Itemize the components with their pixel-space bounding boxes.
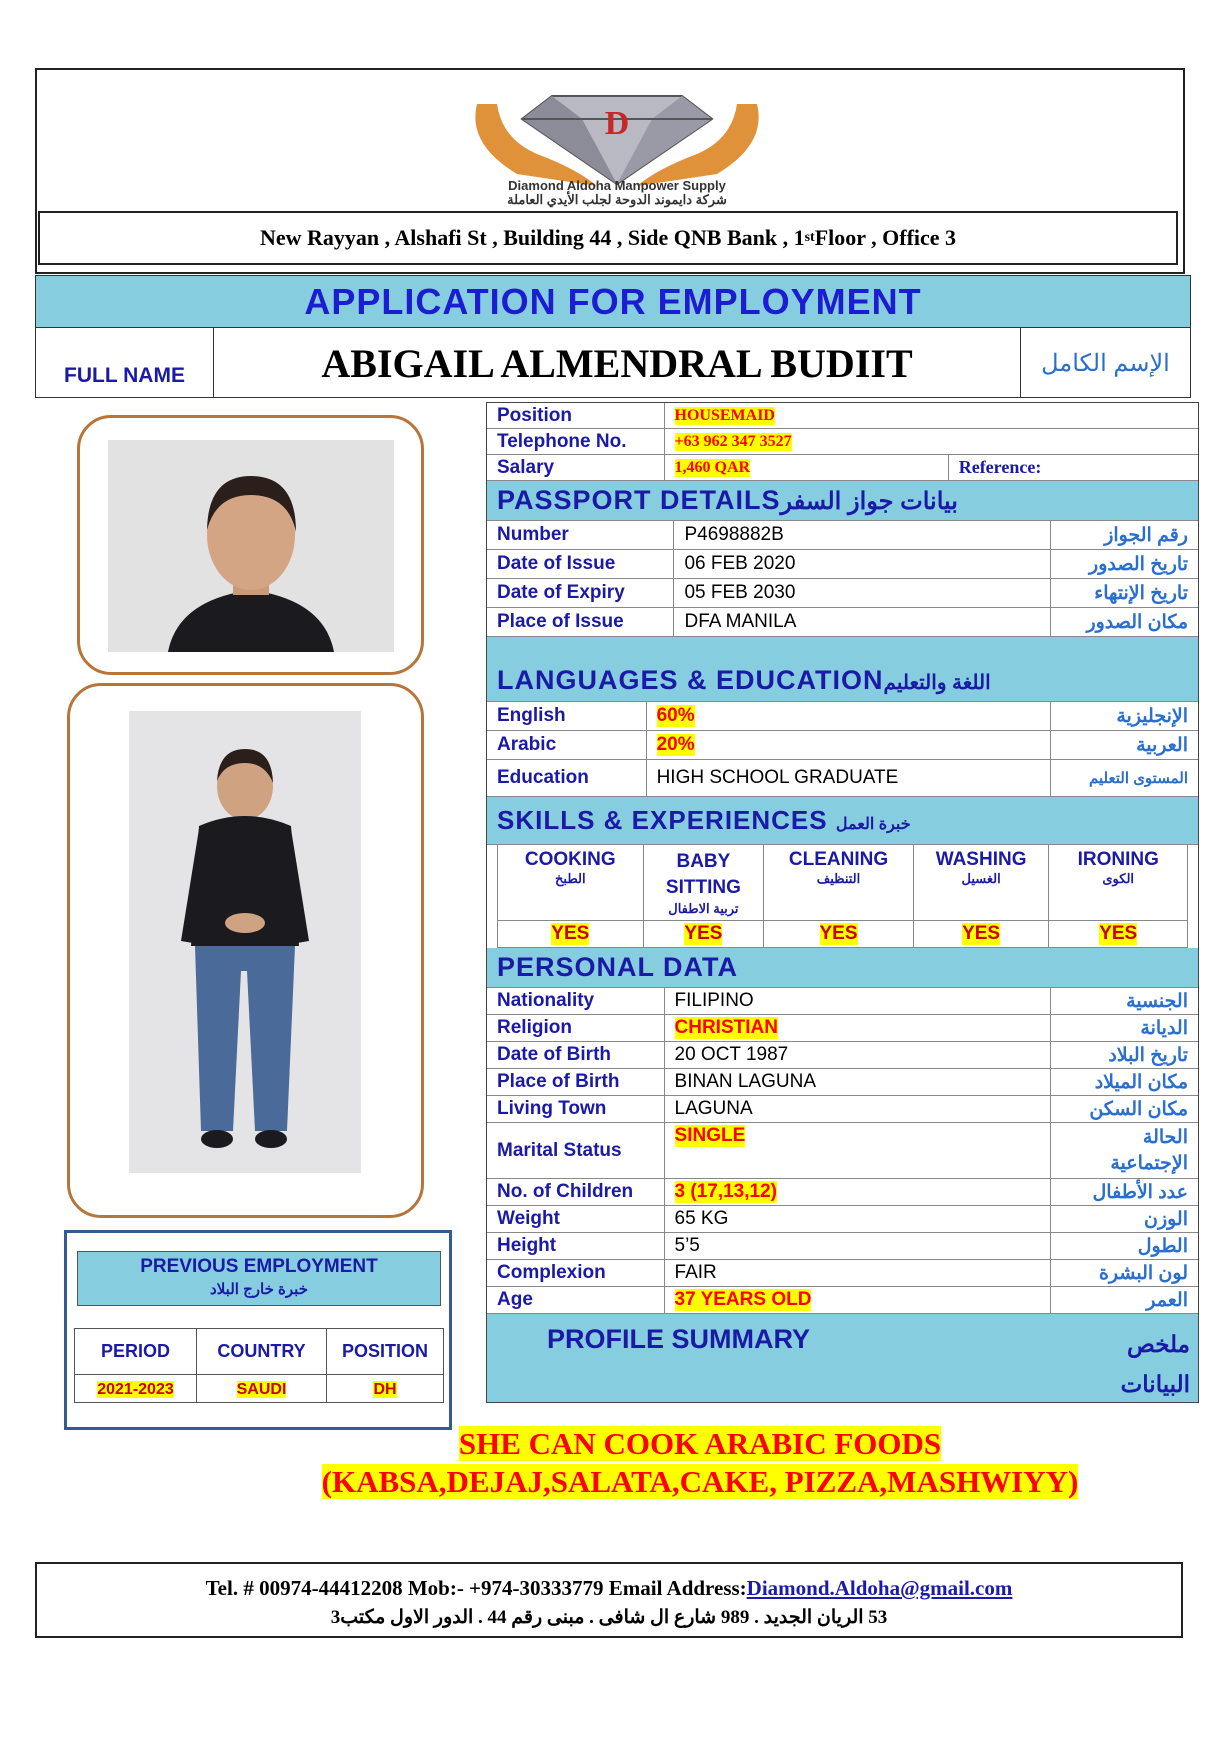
personal-label-arabic: مكان الميلاد — [1094, 1071, 1188, 1093]
table-cell-period — [75, 1375, 197, 1403]
personal-label-arabic: العمر — [1146, 1289, 1188, 1311]
skill-name: BABY SITTING — [665, 851, 741, 898]
headshot-frame — [77, 415, 424, 675]
personal-row — [487, 988, 1198, 1015]
personal-row — [487, 1179, 1198, 1206]
personal-value: 5’5 — [665, 1233, 1052, 1259]
skill-name: WASHING — [935, 849, 1027, 870]
personal-row — [487, 1206, 1198, 1233]
language-label: Arabic — [487, 731, 647, 759]
skill-name: COOKING — [524, 849, 616, 870]
telephone-value-cell — [665, 429, 1198, 454]
skills-names-row — [497, 845, 1188, 921]
address-superscript: st — [804, 230, 815, 245]
full-name-row — [35, 328, 1191, 398]
table-header-row — [75, 1329, 444, 1375]
language-row — [487, 731, 1198, 760]
company-address — [38, 211, 1178, 265]
language-label-arabic: العربية — [1136, 734, 1188, 756]
personal-value-cell — [665, 1287, 1052, 1313]
personal-label: Place of Birth — [487, 1069, 665, 1095]
passport-value: 05 FEB 2030 — [674, 579, 1051, 607]
previous-employment-heading-arabic: خبرة خارج البلاد — [210, 1281, 308, 1298]
personal-row — [487, 1260, 1198, 1287]
personal-label: No. of Children — [487, 1179, 665, 1205]
personal-row — [487, 1069, 1198, 1096]
personal-row — [487, 1123, 1198, 1179]
passport-value: P4698882B — [674, 521, 1051, 549]
personal-label: Weight — [487, 1206, 665, 1232]
personal-label: Living Town — [487, 1096, 665, 1122]
personal-value-cell — [665, 1123, 1052, 1178]
skill-name-arabic: الغسيل — [961, 871, 1001, 886]
personal-label-arabic: الوزن — [1143, 1208, 1188, 1230]
passport-row — [487, 608, 1198, 637]
personal-label: Marital Status — [487, 1123, 665, 1178]
svg-text:D: D — [604, 105, 630, 142]
skill-value: YES — [1099, 923, 1138, 944]
passport-label: Number — [487, 521, 674, 549]
salary-value: 1,460 QAR — [674, 458, 751, 476]
profile-heading-arabic: ملخص البيانات — [1120, 1331, 1190, 1397]
skill-cooking — [498, 845, 644, 920]
passport-label-arabic: رقم الجواز — [1104, 524, 1188, 546]
personal-label-arabic: لون البشرة — [1098, 1262, 1188, 1284]
full-name-value: ABIGAIL ALMENDRAL BUDIIT — [321, 340, 913, 386]
passport-label-arabic: تاريخ الإنتهاء — [1094, 582, 1188, 604]
passport-label: Date of Expiry — [487, 579, 674, 607]
personal-value: 65 KG — [665, 1206, 1052, 1232]
personal-label: Age — [487, 1287, 665, 1313]
footer-contact — [35, 1562, 1183, 1638]
column-header-period: PERIOD — [75, 1329, 197, 1375]
skill-ironing — [1049, 845, 1188, 920]
previous-employment-box — [64, 1230, 452, 1430]
language-row — [487, 702, 1198, 731]
personal-row — [487, 1015, 1198, 1042]
passport-row — [487, 521, 1198, 550]
personal-value-cell — [665, 1015, 1052, 1041]
language-label-arabic: الإنجليزية — [1116, 705, 1188, 727]
personal-label-arabic: عدد الأطفال — [1092, 1181, 1188, 1203]
skill-washing — [914, 845, 1050, 920]
column-header-country: COUNTRY — [197, 1329, 327, 1375]
passport-row — [487, 550, 1198, 579]
personal-value: 37 YEARS OLD — [674, 1289, 812, 1310]
personal-row — [487, 1233, 1198, 1260]
skill-name-arabic: الطبخ — [555, 871, 586, 886]
personal-row — [487, 1287, 1198, 1314]
skill-value-cell — [498, 921, 644, 947]
education-value: HIGH SCHOOL GRADUATE — [647, 760, 1052, 796]
reference-label: Reference: — [958, 457, 1042, 477]
previous-employment-heading: PREVIOUS EMPLOYMENT — [140, 1256, 378, 1277]
skill-name: CLEANING — [788, 849, 889, 870]
skill-name-arabic: التنظيف — [816, 871, 861, 886]
passport-label: Date of Issue — [487, 550, 674, 578]
skill-value-cell — [914, 921, 1050, 947]
education-label: Education — [487, 760, 647, 796]
company-name: Diamond Aldoha Manpower Supply — [508, 178, 726, 193]
personal-value: LAGUNA — [665, 1096, 1052, 1122]
position-row — [487, 403, 1198, 429]
passport-label-arabic: مكان الصدور — [1086, 611, 1188, 633]
position-value-cell — [665, 403, 1198, 428]
table-cell-country — [197, 1375, 327, 1403]
personal-label: Date of Birth — [487, 1042, 665, 1068]
skill-value-cell — [764, 921, 914, 947]
telephone-row — [487, 429, 1198, 455]
headshot-photo — [108, 440, 394, 652]
salary-label: Salary — [487, 455, 665, 480]
personal-heading: PERSONAL DATA — [497, 952, 739, 982]
footer-address-arabic: 53 الريان الجديد . 989 شارع ال شافى . مبنى رقم 44 . الدور الاول مكتب3 — [330, 1607, 888, 1628]
company-name-arabic: شركة دايموند الدوحة لجلب الأيدي العاملة — [507, 192, 727, 207]
company-logo — [457, 74, 777, 192]
skills-heading: SKILLS & EXPERIENCES — [497, 805, 828, 835]
personal-row — [487, 1096, 1198, 1123]
skill-name-arabic: الكوى — [1102, 871, 1135, 886]
personal-value: FAIR — [665, 1260, 1052, 1286]
salary-value-cell — [665, 455, 949, 480]
personal-label-arabic: الجنسية — [1126, 990, 1188, 1012]
personal-rows — [487, 988, 1198, 1314]
position-value: HOUSEMAID — [674, 406, 775, 424]
language-value: 20% — [656, 734, 695, 755]
skills-section-header — [487, 797, 1198, 845]
language-label: English — [487, 702, 647, 730]
languages-section-header — [487, 637, 1198, 702]
personal-value: CHRISTIAN — [674, 1017, 778, 1038]
email-link[interactable]: Diamond.Aldoha@gmail.com — [746, 1576, 1013, 1600]
personal-label: Religion — [487, 1015, 665, 1041]
personal-label-arabic: مكان السكن — [1089, 1098, 1188, 1120]
personal-section-header — [487, 948, 1198, 988]
position-label: Position — [487, 403, 665, 428]
passport-heading: PASSPORT DETAILS — [497, 485, 781, 515]
personal-value: FILIPINO — [665, 988, 1052, 1014]
personal-value-cell — [665, 1179, 1052, 1205]
skill-value-cell — [1049, 921, 1188, 947]
personal-label-arabic: الديانة — [1140, 1017, 1188, 1039]
table-cell-position — [327, 1375, 444, 1403]
passport-label: Place of Issue — [487, 608, 674, 636]
footer-contact-text: Tel. # 00974-44412208 Mob:- +974-30333779 Email Address: — [205, 1576, 747, 1600]
skill-cleaning — [764, 845, 914, 920]
languages-heading-arabic: اللغة والتعليم — [883, 672, 991, 694]
country-value: SAUDI — [236, 1381, 287, 1398]
passport-section-header — [487, 481, 1198, 521]
passport-rows — [487, 521, 1198, 637]
language-value-cell — [647, 731, 1052, 759]
skill-value: YES — [551, 923, 590, 944]
skill-value: YES — [684, 923, 723, 944]
column-header-position: POSITION — [327, 1329, 444, 1375]
personal-label-arabic: تاريخ البلاد — [1108, 1044, 1188, 1066]
profile-summary-text — [250, 1425, 1150, 1501]
personal-value: SINGLE — [674, 1125, 746, 1146]
application-details-table — [486, 402, 1199, 1403]
profile-summary-header — [487, 1314, 1198, 1402]
period-value: 2021-2023 — [97, 1381, 174, 1398]
skill-baby-sitting — [644, 845, 765, 920]
address-text: New Rayyan , Alshafi St , Building 44 , Side QNB Bank , 1 — [259, 225, 805, 250]
personal-row — [487, 1042, 1198, 1069]
personal-label: Height — [487, 1233, 665, 1259]
profile-heading: PROFILE SUMMARY — [547, 1324, 810, 1354]
summary-line-1: SHE CAN COOK ARABIC FOODS — [458, 1426, 942, 1461]
skills-heading-arabic: خبرة العمل — [835, 816, 911, 833]
table-row — [75, 1375, 444, 1403]
personal-value: 20 OCT 1987 — [665, 1042, 1052, 1068]
personal-label-arabic: الطول — [1137, 1235, 1188, 1257]
telephone-value: +63 962 347 3527 — [674, 432, 792, 450]
personal-label-arabic: الحالة الإجتماعية — [1110, 1126, 1188, 1174]
page-title: APPLICATION FOR EMPLOYMENT — [35, 275, 1191, 328]
salary-row — [487, 455, 1198, 481]
full-name-label: FULL NAME — [36, 328, 214, 398]
skill-name: IRONING — [1077, 849, 1159, 870]
telephone-label: Telephone No. — [487, 429, 665, 454]
language-value: 60% — [656, 705, 695, 726]
position-value: DH — [373, 1381, 397, 1398]
languages-heading: LANGUAGES & EDUCATION — [497, 665, 884, 695]
full-name-label-arabic: الإسم الكامل — [1020, 328, 1190, 398]
previous-employment-table — [74, 1328, 444, 1403]
passport-heading-arabic: بيانات جواز السفر — [780, 488, 958, 515]
passport-value: DFA MANILA — [674, 608, 1051, 636]
summary-line-2: (KABSA,DEJAJ,SALATA,CAKE, PIZZA,MASHWIYY) — [321, 1464, 1079, 1499]
address-text-end: Floor , Office 3 — [814, 225, 957, 250]
skills-values-row — [497, 921, 1188, 948]
personal-label: Nationality — [487, 988, 665, 1014]
skill-name-arabic: تربية الاطفال — [668, 901, 739, 916]
full-body-photo — [129, 711, 361, 1173]
education-label-arabic: المستوى التعليم — [1089, 770, 1188, 787]
skill-value-cell — [644, 921, 765, 947]
personal-value: 3 (17,13,12) — [674, 1181, 777, 1202]
passport-value: 06 FEB 2020 — [674, 550, 1051, 578]
passport-label-arabic: تاريخ الصدور — [1089, 553, 1188, 575]
personal-value: BINAN LAGUNA — [665, 1069, 1052, 1095]
personal-label: Complexion — [487, 1260, 665, 1286]
education-row — [487, 760, 1198, 797]
language-value-cell — [647, 702, 1052, 730]
previous-employment-header — [77, 1251, 441, 1306]
skill-value: YES — [819, 923, 858, 944]
full-body-frame — [67, 683, 424, 1218]
skill-value: YES — [962, 923, 1001, 944]
passport-row — [487, 579, 1198, 608]
